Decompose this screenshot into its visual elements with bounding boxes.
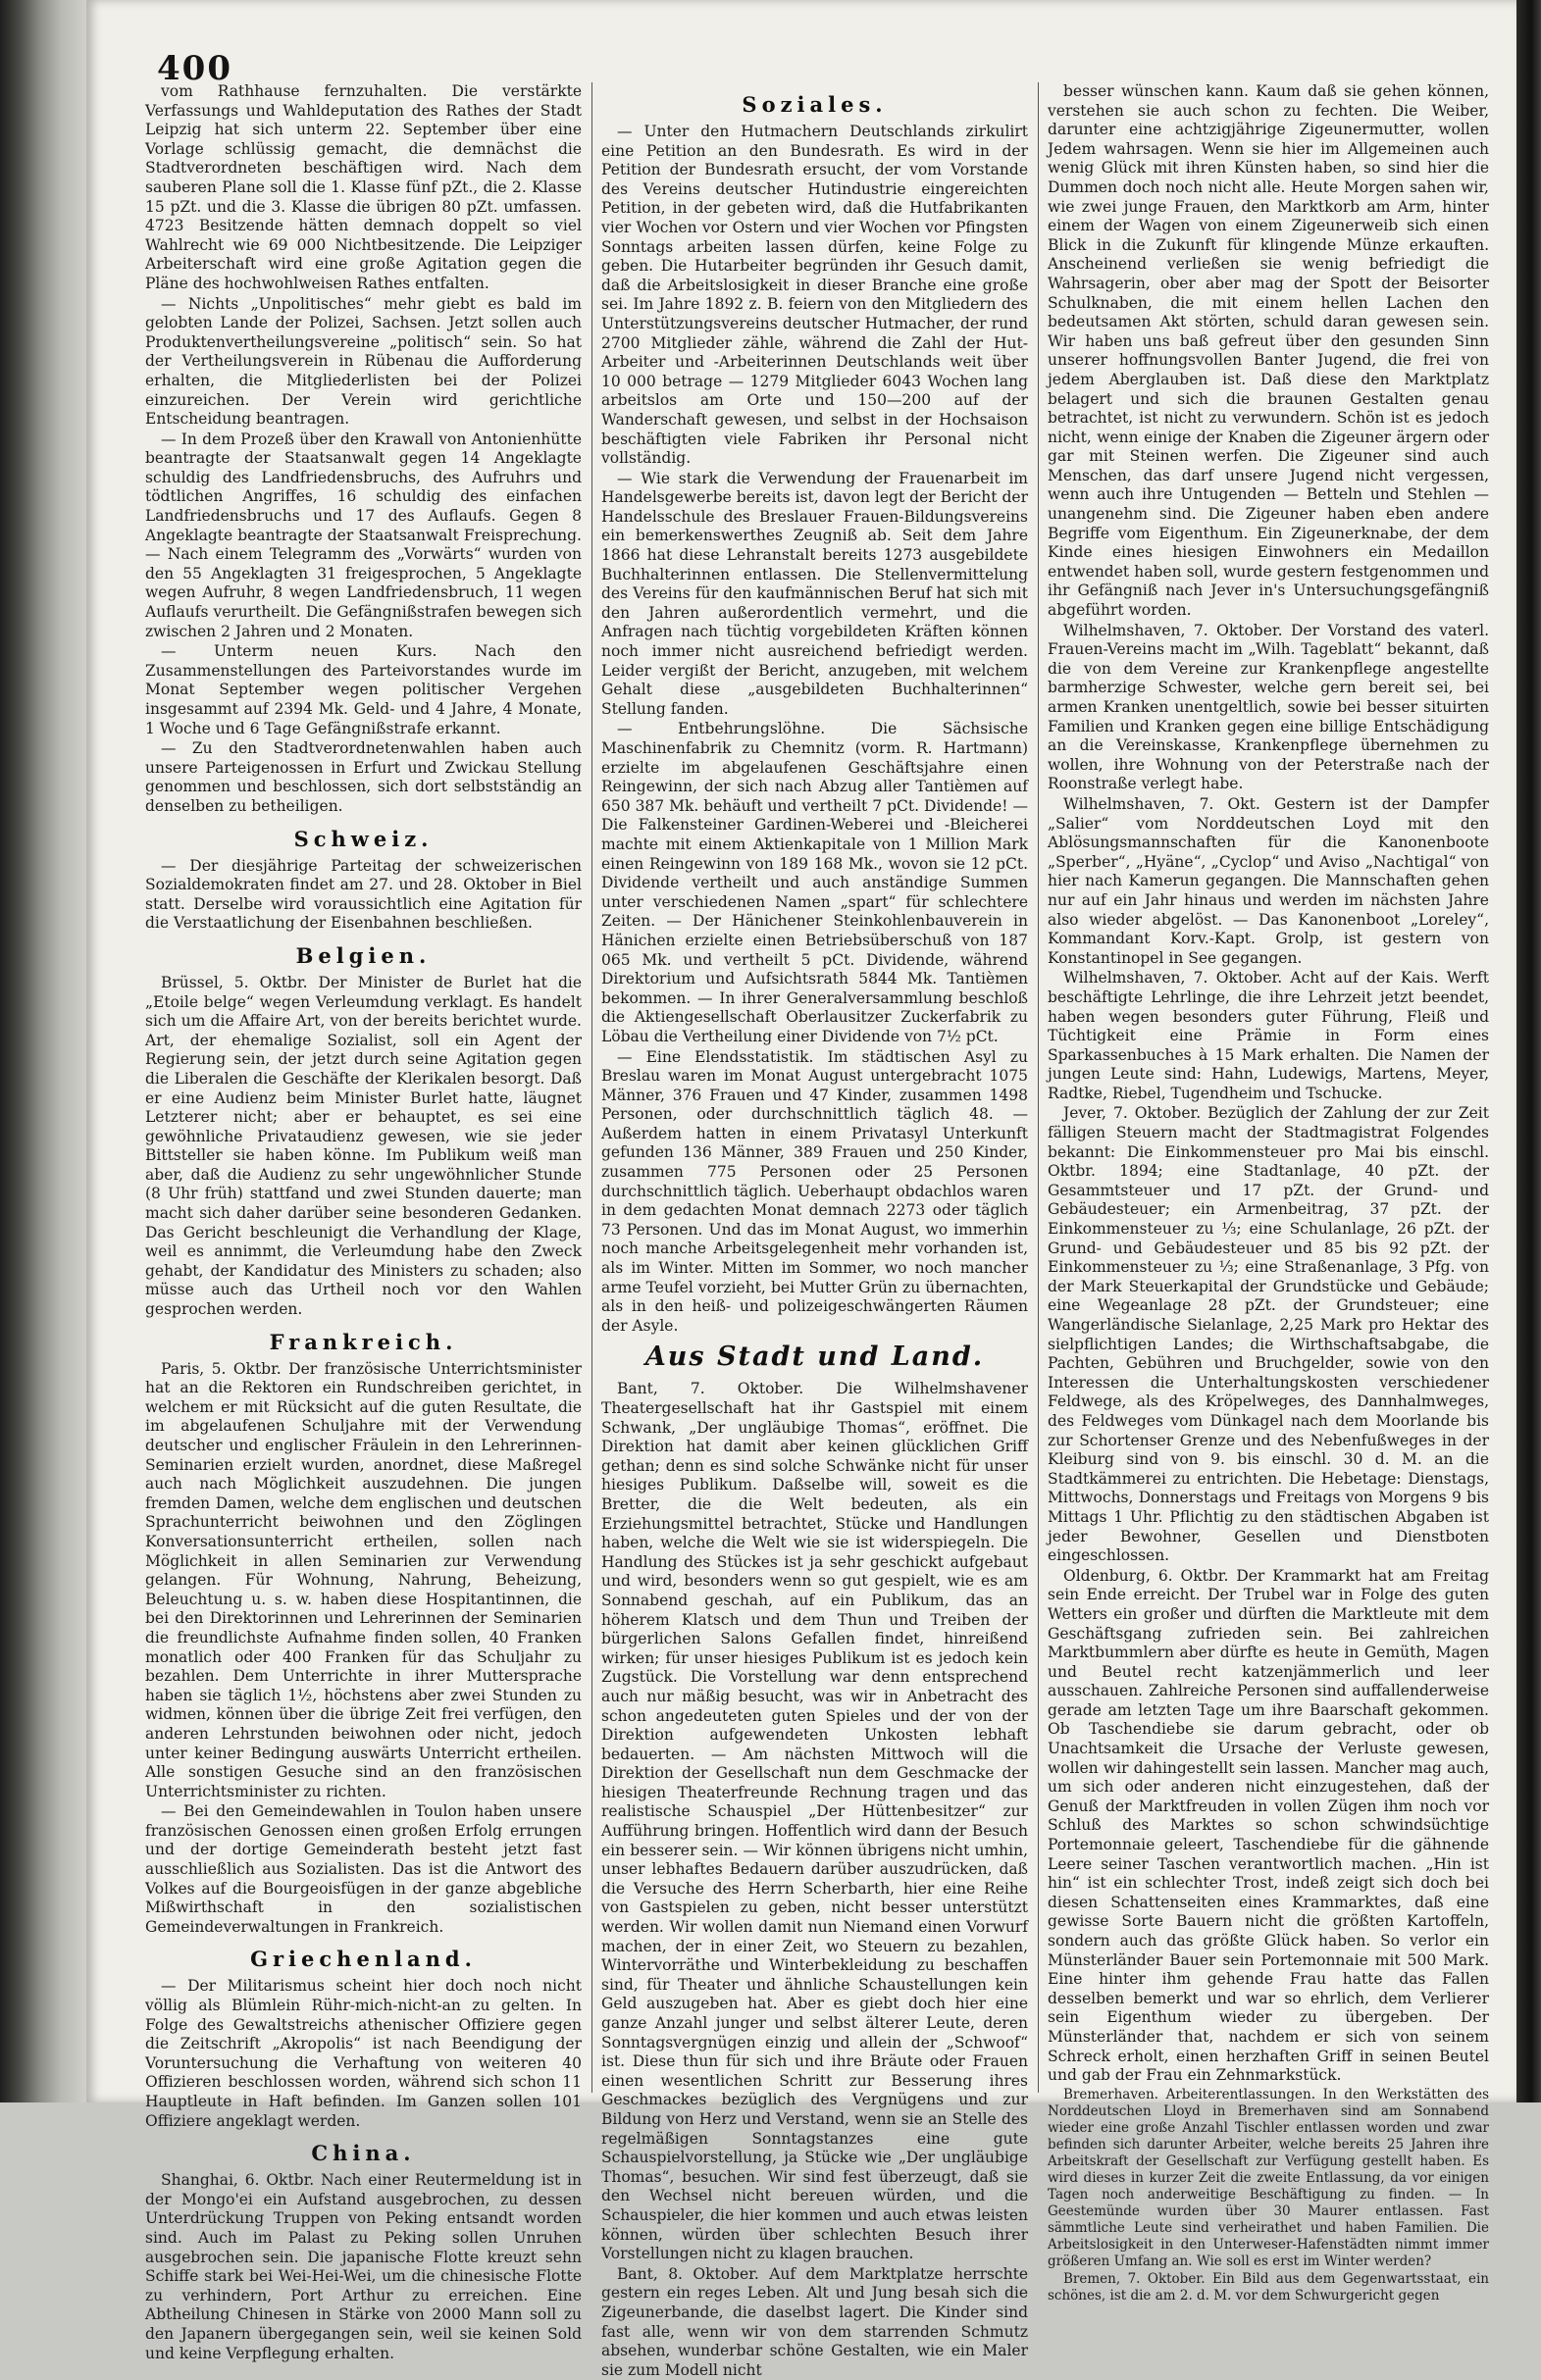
section-heading-belgien: Belgien. [295, 942, 432, 968]
section-griechenland [145, 1977, 582, 2131]
section-frankreich [145, 1360, 582, 1938]
article-paragraph: Bant, 8. Oktober. Auf dem Marktplatze herrschte gestern ein reges Leben. Alt und Jung besah sich die Zigeunerbande, die daselbst lagert. Die Kinder sind fast alle, wenn wir von dem starrenden Schmutz absehen, wunderbar schöne Gestalten, wie ein Maler sie zum Modell nicht [601, 2264, 1028, 2379]
article-paragraph: Wilhelmshaven, 7. Okt. Gestern ist der Dampfer „Salier“ vom Norddeutschen Loyd mit den Ablösungsmannschaften für die Kanonenboote „Sperber“, „Hyäne“, „Cyclop“ und Aviso „Nachtigal“ von hier nach Kamerun gegangen. Die Mannschaften gehen nur auf ein Jahr hinaus und werden im nächsten Jahre also wieder abgelöst. — Das Kanonenboot „Loreley“, Kommandant Korv.-Kapt. Grolp, ist gestern von Konstantinopel in See gegangen. [1048, 794, 1489, 967]
book-binding-shadow [0, 0, 86, 2102]
column-1 [145, 82, 582, 2362]
section-heading-stadt-land: Aus Stadt und Land. [644, 1342, 985, 1373]
section-soziales [601, 123, 1028, 1336]
article-paragraph: — Unterm neuen Kurs. Nach den Zusammenstellungen des Parteivorstandes wurde im Monat September wegen politischer Vergehen insgesammt auf 2394 Mk. Geld- und 4 Jahre, 4 Monate, 1 Woche und 6 Tage Gefängnißstrafe erkannt. [145, 642, 582, 737]
article-paragraph: Bant, 7. Oktober. Die Wilhelmshavener Theatergesellschaft hat ihr Gastspiel mit einem Schwank, „Der ungläubige Thomas“, eröffnet. Die Direktion hat damit aber keinen glücklichen Griff gethan; denn es sind solche Schwänke nicht für unser hiesiges Publikum. Daßselbe will, soweit es die Bretter, die die Welt bedeuten, als ein Erziehungsmittel betrachtet, Stücke und Handlungen haben, welche die Welt wie sie ist widerspiegeln. Die Handlung des Stückes ist ja sehr geschickt aufgebaut und wird, besonders wenn so gut gespielt, wie es am Sonnabend geschah, auf ein Publikum, das an höherem Klatsch und dem Thun und Treiben der bürgerlichen Salons Gefallen findet, hinreißend wirken; für unser hiesiges Publikum ist es jedoch kein Zugstück. Die Vorstellung war denn entsprechend auch nur mäßig besucht, was wir in Anbetracht des schon angedeuteten guten Spieles und der von der Direktion aufgewendeten Unkosten lebhaft bedauerten. — Am nächsten Mittwoch will die Direktion der Gesellschaft nun dem Geschmacke der hiesigen Theaterfreunde Rechnung tragen und das realistische Schauspiel „Der Hüttenbesitzer“ zur Aufführung bringen. Hoffentlich wird dann der Besuch ein besserer sein. — Wir können übrigens nicht umhin, unser lebhaftes Bedauern darüber auszudrücken, daß die Versuche des Herrn Scherbarth, hier eine Reihe von Gastspielen zu geben, nicht besser unterstützt werden. Wir wollen damit nun Niemand einen Vorwurf machen, der in einer Zeit, wo Steuern zu bezahlen, Wintervorräthe und Winterbekleidung zu beschaffen sind, für Theater und ähnliche Schaustellungen kein Geld auszugeben hat. Aber es giebt doch hier eine ganze Anzahl junger und selbst älterer Leute, deren Sonntagsvergnügen einzig und allein der „Schwoof“ ist. Diese thun für sich und ihre Bräute oder Frauen einen wesentlichen Schritt zur Besserung ihres Geschmackes bezüglich des Vergnügens und zur Bildung von Herz und Verstand, wenn sie an Stelle des regelmäßigen Sonntagstanzes eine gute Schauspielvorstellung, ja Stücke wie „Der ungläubige Thomas“, besuchen. Wir sind fest überzeugt, daß sie den Wechsel nicht bereuen würden, und die Schauspieler, die hier kommen und auch etwas leisten können, würden über schlechten Besuch ihrer Vorstellungen nicht zu klagen brauchen. [601, 1380, 1028, 2263]
columns-container [145, 82, 1499, 2379]
section-china [145, 2171, 582, 2363]
article-paragraph: Bremerhaven. Arbeiterentlassungen. In den Werkstätten des Norddeutschen Lloyd in Bremerhaven sind am Sonnabend wieder eine große Anzahl Tischler entlassen worden und zwar befinden sich darunter Arbeiter, welche bereits 25 Jahren ihre Arbeitskraft der Gesellschaft zur Verfügung gestellt haben. Es wird dieses in kurzer Zeit die zweite Entlassung, da vor einigen Tagen noch anderweitige Beschäftigung zu finden. — In Geestemünde wurden über 30 Maurer entlassen. Fast sämmtliche Leute sind verheirathet und haben Familien. Die Arbeitslosigkeit in den Unterweser-Hafenstädten nimmt immer größeren Umfang an. Wie soll es erst im Winter werden? [1048, 2086, 1489, 2269]
article-paragraph: — In dem Prozeß über den Krawall von Antonienhütte beantragte der Staatsanwalt gegen 14 Angeklagte schuldig des Landfriedensbruchs, des Aufruhrs und tödtlichen Angriffes, 16 schuldig des einfachen Landfriedensbruchs und 17 des Auflaufs. Gegen 8 Angeklagte beantragte der Staatsanwalt Freisprechung. — Nach einem Telegramm des „Vorwärts“ wurden von den 55 Angeklagten 31 freigesprochen, 5 Angeklagte wegen Aufruhr, 8 wegen Landfriedensbruch, 11 wegen Auflaufs verurtheilt. Die Gefängnißstrafen bewegen sich zwischen 2 Jahren und 2 Monaten. [145, 430, 582, 640]
section-schweiz [145, 857, 582, 934]
page-number: 400 [157, 49, 232, 88]
article-paragraph: besser wünschen kann. Kaum daß sie gehen können, verstehen sie auch schon zu fechten. Die Weiber, darunter eine achtzigjährige Zigeunermutter, wollen Jedem wahrsagen. Wenn sie hier im Allgemeinen auch wenig Glück mit ihren Künsten haben, so sind hier die Dummen doch noch nicht alle. Heute Morgen sahen wir, wie zwei junge Frauen, den Marktkorb am Arm, hinter einem der Wagen von einem Zigeunerweib sich einen Blick in die Zukunft für klingende Münze erkauften. Anscheinend verließen sie wenig befriedigt die Wahrsagerin, ober aber mag der Spott der Beisorter Schulknaben, die mit einem hellen Lachen den bedeutsamen Akt störten, schuld daran gewesen sein. Wir haben uns baß gefreut über den gesunden Sinn unserer hoffnungsvollen Banter Jugend, die frei von jedem Aberglauben ist. Daß diese den Marktplatz belagert und sich die braunen Gestalten genau betrachtet, ist nicht zu verwundern. Schön ist es jedoch nicht, wenn einige der Knaben die Zigeuner ärgern oder gar mit Steinen werfen. Die Zigeuner sind auch Menschen, das darf unsere Jugend nicht vergessen, wenn auch ihre Untugenden — Betteln und Stehlen — unangenehm sind. Die Zigeuner haben eben andere Begriffe vom Eigenthum. Ein Zigeunerknabe, der dem Kinde eines hiesigen Einwohners ein Medaillon entwendet haben soll, wurde gestern festgenommen und ihr Gefängniß nach Jever in's Untersuchungsgefängniß abgeführt worden. [1048, 82, 1489, 620]
article-paragraph: Bremen, 7. Oktober. Ein Bild aus dem Gegenwartsstaat, ein schönes, ist die am 2. d. M. vor dem Schwurgericht gegen [1048, 2270, 1489, 2304]
section-heading-soziales: Soziales. [742, 92, 888, 117]
column-3 [1048, 82, 1489, 2304]
next-page-edge [1516, 0, 1541, 2102]
article-paragraph: — Zu den Stadtverordnetenwahlen haben auch unsere Parteigenossen in Erfurt und Zwickau Stellung genommen und beschlossen, sich dort selbstständig an denselben zu betheiligen. [145, 739, 582, 815]
article-paragraph: Paris, 5. Oktbr. Der französische Unterrichtsminister hat an die Rektoren ein Rundschreiben gerichtet, in welchem er mit Rücksicht auf die guten Resultate, die im abgelaufenen Schuljahre mit der Verwendung deutscher und englischer Fräulein in den Lehrerinnen-Seminarien erzielt wurden, anordnet, diese Maßregel auch nach Möglichkeit auszudehnen. Die jungen fremden Damen, welche dem englischen und deutschen Sprachunterricht beiwohnen und den Zöglingen Konversationsunterricht ertheilen, sollen nach Möglichkeit in allen Seminarien zur Verwendung gelangen. Für Wohnung, Nahrung, Beheizung, Beleuchtung u. s. w. haben diese Hospitantinnen, die bei den Direktorinnen und Lehrerinnen der Seminarien die freundlichste Aufnahme finden sollen, 40 Franken monatlich oder 400 Franken für das Schuljahr zu bezahlen. Dem Unterrichte in ihrer Muttersprache haben sie täglich 1½, höchstens aber zwei Stunden zu widmen, können über die übrige Zeit frei verfügen, den anderen Lehrstunden beiwohnen oder nicht, jedoch unter keiner Bedingung auswärts Unterricht ertheilen. Alle sonstigen Gesuche sind an den französischen Unterrichtsminister zu richten. [145, 1359, 582, 1800]
article-paragraph: — Eine Elendsstatistik. Im städtischen Asyl zu Breslau waren im Monat August untergebracht 1075 Männer, 376 Frauen und 47 Kinder, zusammen 1498 Personen, oder durchschnittlich täglich 48. — Außerdem hatten in einem Privatasyl Unterkunft gefunden 136 Männer, 389 Frauen und 250 Kinder, zusammen 775 Personen oder 25 Personen durchschnittlich täglich. Ueberhaupt obdachlos waren in dem gedachten Monat demnach 2273 oder täglich 73 Personen. Und das im Monat August, wo immerhin noch manche Arbeitsgelegenheit mehr vorhanden ist, als im Winter. Mitten im Sommer, wo noch mancher arme Teufel vorzieht, bei Mutter Grün zu übernachten, als in den heiß- und polizeigeschwängerten Räumen der Asyle. [601, 1047, 1028, 1335]
section-belgien [145, 974, 582, 1320]
article-paragraph: Brüssel, 5. Oktbr. Der Minister de Burlet hat die „Etoile belge“ wegen Verleumdung verklagt. Es handelt sich um die Affaire Art, von der bereits berichtet wurde. Art, der ehemalige Sozialist, soll ein Agent der Regierung sein, der jetzt durch seine Agitation gegen die Liberalen die Geschäfte der Klerikalen besorgt. Daß er eine Audienz beim Minister Burlet hatte, läugnet Letzterer nicht; aber er behauptet, es sei eine gewöhnliche Privataudienz gewesen, wie sie jeder Bittsteller sie haben könne. Im Publikum weiß man aber, daß die Audienz zu sehr ungewöhnlicher Stunde (8 Uhr früh) stattfand und zwei Stunden dauerte; man macht sich daher darüber seine besonderen Gedanken. Das Gericht beschleunigt die Verhandlung der Klage, weil es annimmt, die Verleumdung habe den Zweck gehabt, der Kandidatur des Ministers zu schaden; also müsse auch das Urtheil noch vor den Wahlen gesprochen werden. [145, 973, 582, 1319]
article-paragraph: — Bei den Gemeindewahlen in Toulon haben unsere französischen Genossen einen großen Erfolg errungen und der dortige Gemeinderath besteht jetzt fast ausschließlich aus Sozialisten. Das ist die Antwort des Volkes auf die Bourgeoisfügen in der ganze abgebliche Mißwirthschaft in den sozialistischen Gemeindeverwaltungen in Frankreich. [145, 1802, 582, 1936]
article-paragraph: — Nichts „Unpolitisches“ mehr giebt es bald im gelobten Lande der Polizei, Sachsen. Jetzt sollen auch Produktenvertheilungsvereine „politisch“ sein. So hat der Vertheilungsverein in Rübenau die Aufforderung erhalten, die Mitgliederlisten bei der Polizei einzureichen. Der Verein wird gerichtliche Entscheidung beantragen. [145, 294, 582, 429]
newspaper-page [86, 0, 1516, 2379]
column-divider [591, 82, 592, 2093]
article-paragraph: — Unter den Hutmachern Deutschlands zirkulirt eine Petition an den Bundesrath. Es wird in der Petition der Bundesrath ersucht, der vom Vorstande des Vereins deutscher Hutindustrie eingereichten Petition, in der gebeten wird, daß die Hutfabrikanten vier Wochen vor Ostern und vier Wochen vor Pfingsten Sonntags arbeiten lassen dürfen, keine Folge zu geben. Die Hutarbeiter begründen ihr Gesuch damit, daß die Arbeitslosigkeit in dieser Branche eine große sei. Im Jahre 1892 z. B. feiern von den Mitgliedern des Unterstützungsvereins deutscher Hutmacher, der rund 2700 Mitglieder zähle, während die Zahl der Hut-Arbeiter und -Arbeiterinnen Deutschlands weit über 10 000 betrage — 1279 Mitglieder 6043 Wochen lang arbeitslos am Orte und 150—200 auf der Wanderschaft gewesen, und selbst in der Hochsaison beschäftigten viele Fabriken ihr Personal nicht vollständig. [601, 123, 1028, 468]
section-stadt-land [601, 1380, 1028, 2380]
article-paragraph: — Entbehrungslöhne. Die Sächsische Maschinenfabrik zu Chemnitz (vorm. R. Hartmann) erzielte im abgelaufenen Geschäftsjahre einen Reingewinn, der sich nach Abzug aller Tantièmen auf 650 387 Mk. behäuft und vertheilt 7 pCt. Dividende! — Die Falkensteiner Gardinen-Weberei und -Bleicherei machte mit einem Aktienkapitale von 1 Million Mark einen Reingewinn von 189 168 Mk., wovon sie 12 pCt. Dividende vertheilt und auch anständige Summen unter verschiedenen Namen „spart“ für schlechtere Zeiten. — Der Hänichener Steinkohlenbauverein in Hänichen erzielte einen Betriebsüberschuß von 187 065 Mk. und vertheilt 5 pCt. Dividende, während Direktorium und Aufsichtsrath 5844 Mk. Tantièmen bekommen. — In ihrer Generalversammlung beschloß die Aktiengesellschaft Oberlausitzer Zuckerfabrik zu Löbau die Vertheilung einer Dividende von 7½ pCt. [601, 720, 1028, 1045]
section-heading-schweiz: Schweiz. [293, 826, 434, 851]
article-paragraph: Shanghai, 6. Oktbr. Nach einer Reutermeldung ist in der Mongo'ei ein Aufstand ausgebrochen, zu dessen Unterdrückung Truppen von Peking entsandt worden sind. Auch im Palast zu Peking sollen Unruhen ausgebrochen sein. Die japanische Flotte kreuzt sehn Schiffe stark bei Wei-Hei-Wei, um die chinesische Flotte zu verhindern, Port Arthur zu erreichen. Eine Abtheilung Chinesen in Stärke von 2000 Mann soll zu den Japanern übergegangen sein, weil sie keinen Sold und keine Verpflegung erhalten. [145, 2171, 582, 2362]
section-heading-griechenland: Griechenland. [250, 1947, 477, 1972]
column-divider [1038, 82, 1039, 2093]
article-paragraph: vom Rathhause fernzuhalten. Die verstärkte Verfassungs und Wahldeputation des Rathes der Stadt Leipzig hat sich unterm 22. September über eine Vorlage schlüssig gemacht, die demnächst die Stadtverordneten beschäftigen wird. Nach dem sauberen Plane soll die 1. Klasse fünf pZt., die 2. Klasse 15 pZt. und die 3. Klasse die übrigen 80 pZt. umfassen. 4723 Besitzende hätten demnach doppelt so viel Wahlrecht wie 69 000 Nichtbesitzende. Die Leipziger Arbeiterschaft wird eine große Agitation gegen die Pläne des hochwohlweisen Rathes entfalten. [145, 82, 582, 292]
column-3-small-print [1048, 2087, 1489, 2304]
section-heading-frankreich: Frankreich. [269, 1329, 458, 1354]
article-paragraph: — Der Militarismus scheint hier doch noch nicht völlig als Blümlein Rühr-mich-nicht-an zu gelten. In Folge des Gewaltstreichs athenischer Offiziere gegen die Zeitschrift „Akropolis“ ist nach Beendigung der Voruntersuchung die Verhaftung von weiteren 40 Offizieren beschlossen worden, während sich schon 11 Hauptleute in Haft befinden. Im Ganzen sollen 101 Offiziere angeklagt werden. [145, 1977, 582, 2130]
article-paragraph: Wilhelmshaven, 7. Oktober. Acht auf der Kais. Werft beschäftigte Lehrlinge, die ihre Lehrzeit jetzt beendet, haben wegen besonders guter Führung, Fleiß und Tüchtigkeit eine Prämie in Form eines Sparkassenbuches à 15 Mark erhalten. Die Namen der jungen Leute sind: Hahn, Ludewigs, Martens, Meyer, Radtke, Riebel, Tugendheim und Tschucke. [1048, 969, 1489, 1102]
article-paragraph: Jever, 7. Oktober. Bezüglich der Zahlung der zur Zeit fälligen Steuern macht der Stadtmagistrat Folgendes bekannt: Die Einkommensteuer pro Mai bis einschl. Oktbr. 1894; eine Stadtanlage, 40 pZt. der Gesammtsteuer und 17 pZt. der Grund- und Gebäudesteuer; ein Armenbeitrag, 37 pZt. der Einkommensteuer zu ⅓; eine Schulanlage, 26 pZt. der Grund- und Gebäudesteuer und 85 bis 92 pZt. der Einkommensteuer zu ⅓; eine Straßenanlage, 3 Pfg. von der Mark Steuerkapital der Grundstücke und Gebäude; eine Wegeanlage 28 pZt. der Grundsteuer; eine Wangerländische Sielanlage, 2,25 Mark pro Hektar des sielpflichtigen Landes; die Wirthschaftsabgabe, die Pachten, Gebühren und Bruchgelder, sowie von den Interessen die Unterhaltungskosten verschiedener Feldwege, als des Kröpelweges, des Dannhalmweges, des Feldweges vom Dünkagel nach dem Moorlande bis zur Schortenser Grenze und des Nebenfußweges in der Kleiburg sind von 9. bis einschl. 30 d. M. an die Stadtkämmerei zu entrichten. Die Hebetage: Dienstags, Mittwochs, Donnerstags und Freitags von Morgens 9 bis Mittags 1 Uhr. Pflichtig zu den städtischen Abgaben ist jeder Bewohner, Gesellen und Dienstboten eingeschlossen. [1048, 1104, 1489, 1565]
section-heading-china: China. [311, 2141, 416, 2166]
column-2 [601, 82, 1028, 2379]
article-paragraph: Oldenburg, 6. Oktbr. Der Krammarkt hat am Freitag sein Ende erreicht. Der Trubel war in Folge des guten Wetters ein großer und dürften die Marktleute mit dem Geschäftsgang zufrieden sein. Bei zahlreichen Marktbummlern aber dürfte es heute in Gemüth, Magen und Beutel recht katzenjämmerlich und leer ausschauen. Zahlreiche Personen sind auffallenderweise gerade am letzten Tage um ihre Baarschaft gekommen. Ob Taschendiebe sie darum gebracht, oder ob Unachtsamkeit die Ursache der Verluste gewesen, wollen wir dahingestellt sein lassen. Mancher mag auch, um sich oder anderen nicht einzugestehen, daß der Genuß der Marktfreuden in vollen Zügen ihm noch vor Schluß des Marktes so schon schwindsüchtige Portemonnaie geleert, Taschendiebe für die gähnende Leere seiner Taschen verantwortlich machen. „Hin ist hin“ ist ein schlechter Trost, indeß zeigt sich doch bei diesen Schattenseiten eines Krammarktes, daß eine gewisse Sorte Bauern nicht die größten Kartoffeln, sondern auch das größte Glück haben. So verlor ein Münsterländer Bauer sein Portemonnaie mit 500 Mark. Eine hinter ihm gehende Frau hatte das Fallen desselben bemerkt und war so ehrlich, dem Verlierer sein Eigenthum wieder zu übergeben. Der Münsterländer that, nachdem er sich von seinem Schreck erholt, einen herzhaften Griff in seinen Beutel und gab der Frau ein Zehnmarkstück. [1048, 1566, 1489, 2085]
article-paragraph: Wilhelmshaven, 7. Oktober. Der Vorstand des vaterl. Frauen-Vereins macht im „Wilh. Tageblatt“ bekannt, daß die von dem Vereine zur Krankenpflege angestellte barmherzige Schwester, welche gern bereit sei, bei armen Kranken unentgeltlich, sowie bei besser situirten Familien und Kranken gegen eine billige Entschädigung an die Vereinskasse, Krankenpflege übernehmen zu wollen, ihre Wohnung von der Peterstraße nach der Roonstraße verlegt habe. [1048, 621, 1489, 793]
article-paragraph: — Der diesjährige Parteitag der schweizerischen Sozialdemokraten findet am 27. und 28. Oktober in Biel statt. Derselbe wird voraussichtlich eine Agitation für die Verstaatlichung der Eisenbahnen beschließen. [145, 856, 582, 933]
column-1-top [145, 82, 582, 817]
article-paragraph: — Wie stark die Verwendung der Frauenarbeit im Handelsgewerbe bereits ist, davon legt der Bericht der Handelsschule des Breslauer Frauen-Bildungsvereins ein bemerkenswerthes Zeugniß ab. Seit dem Jahre 1866 hat diese Lehranstalt bereits 1273 ausgebildete Buchhalterinnen entlassen. Die Stellenvermittelung des Vereins für den kaufmännischen Beruf hat sich mit den Jahren außerordentlich vermehrt, und die Anfragen nach tüchtig vorgebildeten Kräften können noch immer nicht ausreichend befriedigt werden. Leider vergißt der Bericht, anzugeben, mit welchem Gehalt diese „ausgebildeten Buchhalterinnen“ Stellung fanden. [601, 469, 1028, 718]
column-3-top [1048, 82, 1489, 2086]
